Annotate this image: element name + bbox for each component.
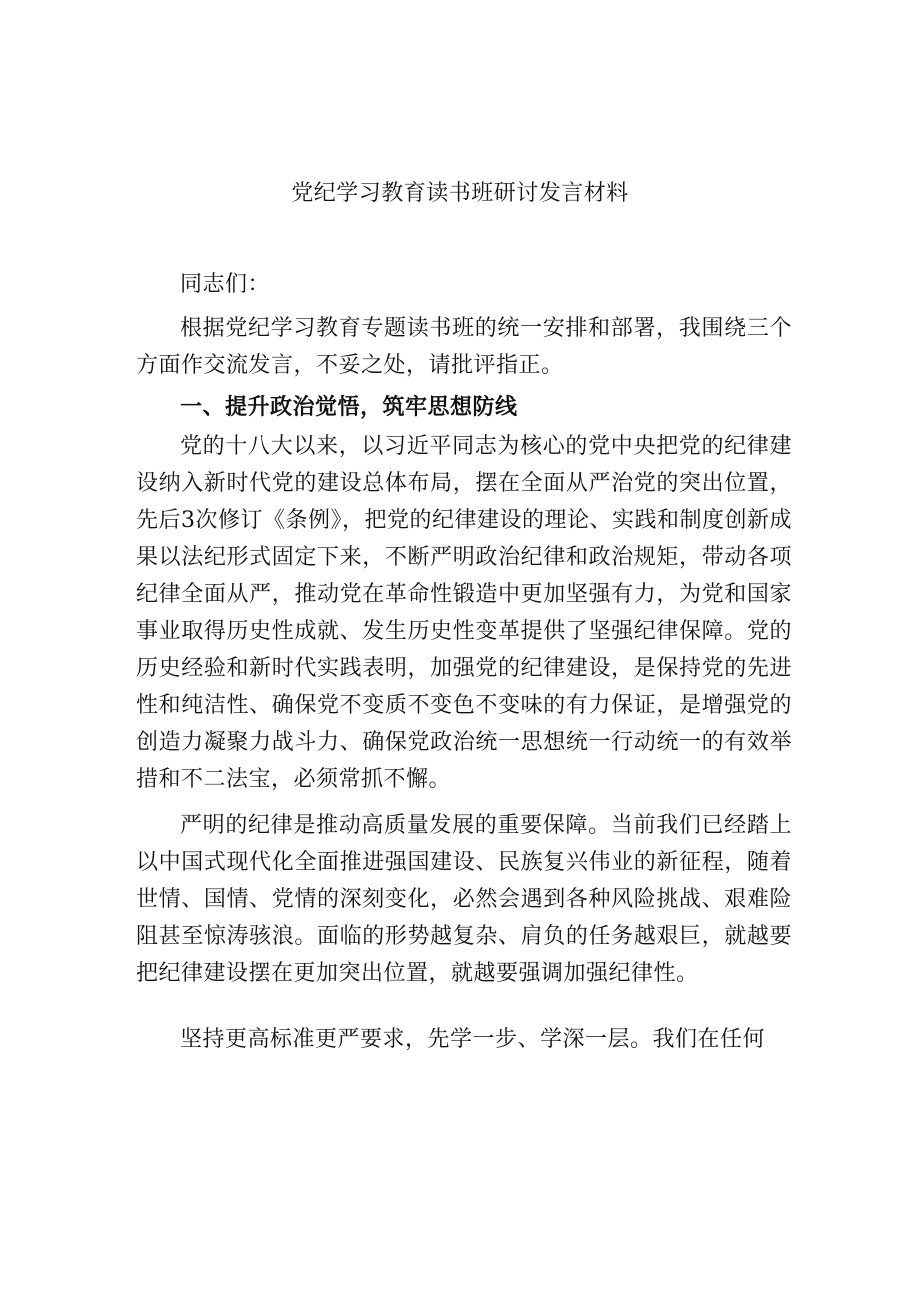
salutation: 同志们： xyxy=(180,272,271,297)
body-paragraph-1: 党的十八大以来，以习近平同志为核心的党中央把党的纪律建设纳入新时代党的建设总体布局，摆在全面从严治党的突出位置，先后3次修订《条例》，把党的纪律建设的理论、实践和制度创新成果以法纪形式固定下来，不断严明政治纪律和政治规矩，带动各项纪律全面从严，推动党在革命性锻造中更加坚强有力，为党和国家事业取得历史性成就、发生历史性变革提供了坚强纪律保障。党的历史经验和新时代实践表明，加强党的纪律建设，是保持党的先进性和纯洁性、确保党不变质不变色不变味的有力保证，是增强党的创造力凝聚力战斗力、确保党政治统一思想统一行动统一的有效举措和不二法宝，必须常抓不懈。 xyxy=(136,434,792,792)
document-title: 党纪学习教育读书班研讨发言材料 xyxy=(291,181,629,206)
intro-paragraph: 根据党纪学习教育专题读书班的统一安排和部署，我围绕三个方面作交流发言，不妥之处，请批评指正。 xyxy=(136,316,792,378)
body-paragraph-2: 严明的纪律是推动高质量发展的重要保障。当前我们已经踏上以中国式现代化全面推进强国建设、民族复兴伟业的新征程，随着世情、国情、党情的深刻变化，必然会遇到各种风险挑战、艰难险阻甚至惊涛骇浪。面临的形势越复杂、肩负的任务越艰巨，就越要把纪律建设摆在更加突出位置，就越要强调加强纪律性。 xyxy=(136,813,792,986)
body-paragraph-3: 坚持更高标准更严要求，先学一步、学深一层。我们在任何 xyxy=(180,1027,766,1052)
section-heading-1: 一、提升政治觉悟，筑牢思想防线 xyxy=(180,395,518,420)
document-body xyxy=(136,266,792,1058)
